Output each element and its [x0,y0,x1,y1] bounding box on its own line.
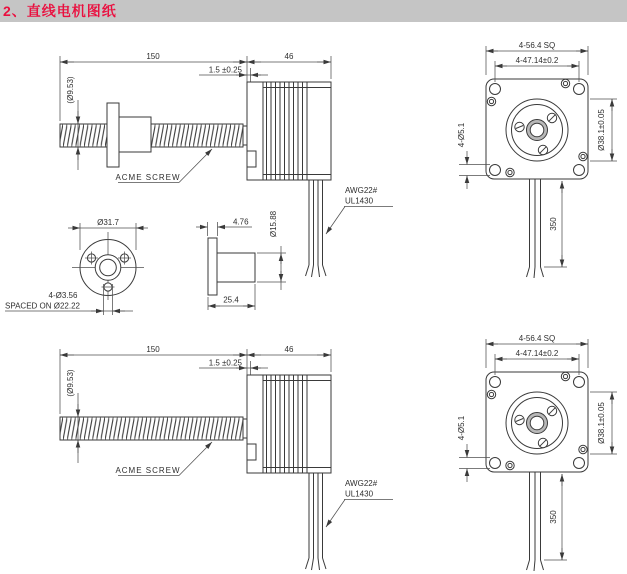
lead-wires-face [527,179,544,278]
dim-wire-length: 350 [549,217,558,231]
flange-nut [107,103,151,167]
dim-pilot-diameter: Ø38.1±0.05 [597,402,606,444]
dim-flange-hole-callout: 4-Ø3.56 [48,291,78,300]
dim-flange-overall-length: 25.4 [223,295,239,305]
label-wire-spec-1: AWG22# [345,186,378,195]
title-bar [0,0,627,22]
dim-shaft-protrusion: 1.5 ±0.25 [208,65,242,75]
dim-body-length: 46 [284,345,294,354]
lead-screw [60,417,243,440]
shaft-stub [243,126,247,145]
lead-screw-left [60,124,107,147]
dim-screw-diameter: (Ø9.53) [66,76,75,104]
dim-flange-outer-diameter: Ø31.7 [97,218,119,227]
body-notch [247,151,256,167]
dim-frame-size: 4-56.4 SQ [518,334,556,343]
shaft-stub [243,419,247,438]
dim-mounting-hole-diameter: 4-Ø5.1 [457,415,466,441]
motor-body [247,375,331,473]
dim-pilot-diameter: Ø38.1±0.05 [597,109,606,151]
label-wire-spec-1: AWG22# [345,479,378,488]
flange-front-view [5,218,148,315]
page-title: 2、直线电机图纸 [3,3,117,19]
label-acme-screw: ACME SCREW [115,466,181,475]
label-acme-screw: ACME SCREW [115,173,181,182]
row1-face-view [457,41,617,278]
dim-hub-diameter: Ø15.88 [269,210,278,238]
shaft-hole [530,416,544,430]
drawing-canvas [0,22,627,574]
row1-drawings [60,41,617,278]
lead-wires-side [306,180,327,277]
dim-screw-length: 150 [146,345,160,354]
dim-wire-length: 350 [549,510,558,524]
dim-mounting-hole-diameter: 4-Ø5.1 [457,122,466,148]
row2-side-view [60,345,393,570]
lead-screw-right [151,124,243,147]
label-wire-spec-2: UL1430 [345,196,374,206]
dim-screw-diameter: (Ø9.53) [66,369,75,397]
dim-shaft-protrusion: 1.5 ±0.25 [208,358,242,368]
dim-body-length: 46 [284,52,294,61]
row2-face-view [457,334,617,571]
flange-side-view [196,210,286,310]
dim-screw-length: 150 [146,52,160,61]
label-wire-spec-2: UL1430 [345,489,374,499]
motor-body [247,82,331,180]
flange-hub [217,253,255,282]
dim-frame-size: 4-56.4 SQ [518,41,556,50]
dim-mounting-hole-spacing: 4-47.14±0.2 [515,349,559,358]
lead-wires-face [527,472,544,571]
dim-flange-thickness: 4.76 [233,217,249,227]
shaft-hole [530,123,544,137]
row2-drawings [60,334,617,571]
dim-mounting-hole-spacing: 4-47.14±0.2 [515,56,559,65]
flange-plate [208,238,217,295]
dim-flange-hole-spacing: SPACED ON Ø22.22 [5,301,80,311]
body-notch [247,444,256,460]
lead-wires-side [306,473,327,570]
